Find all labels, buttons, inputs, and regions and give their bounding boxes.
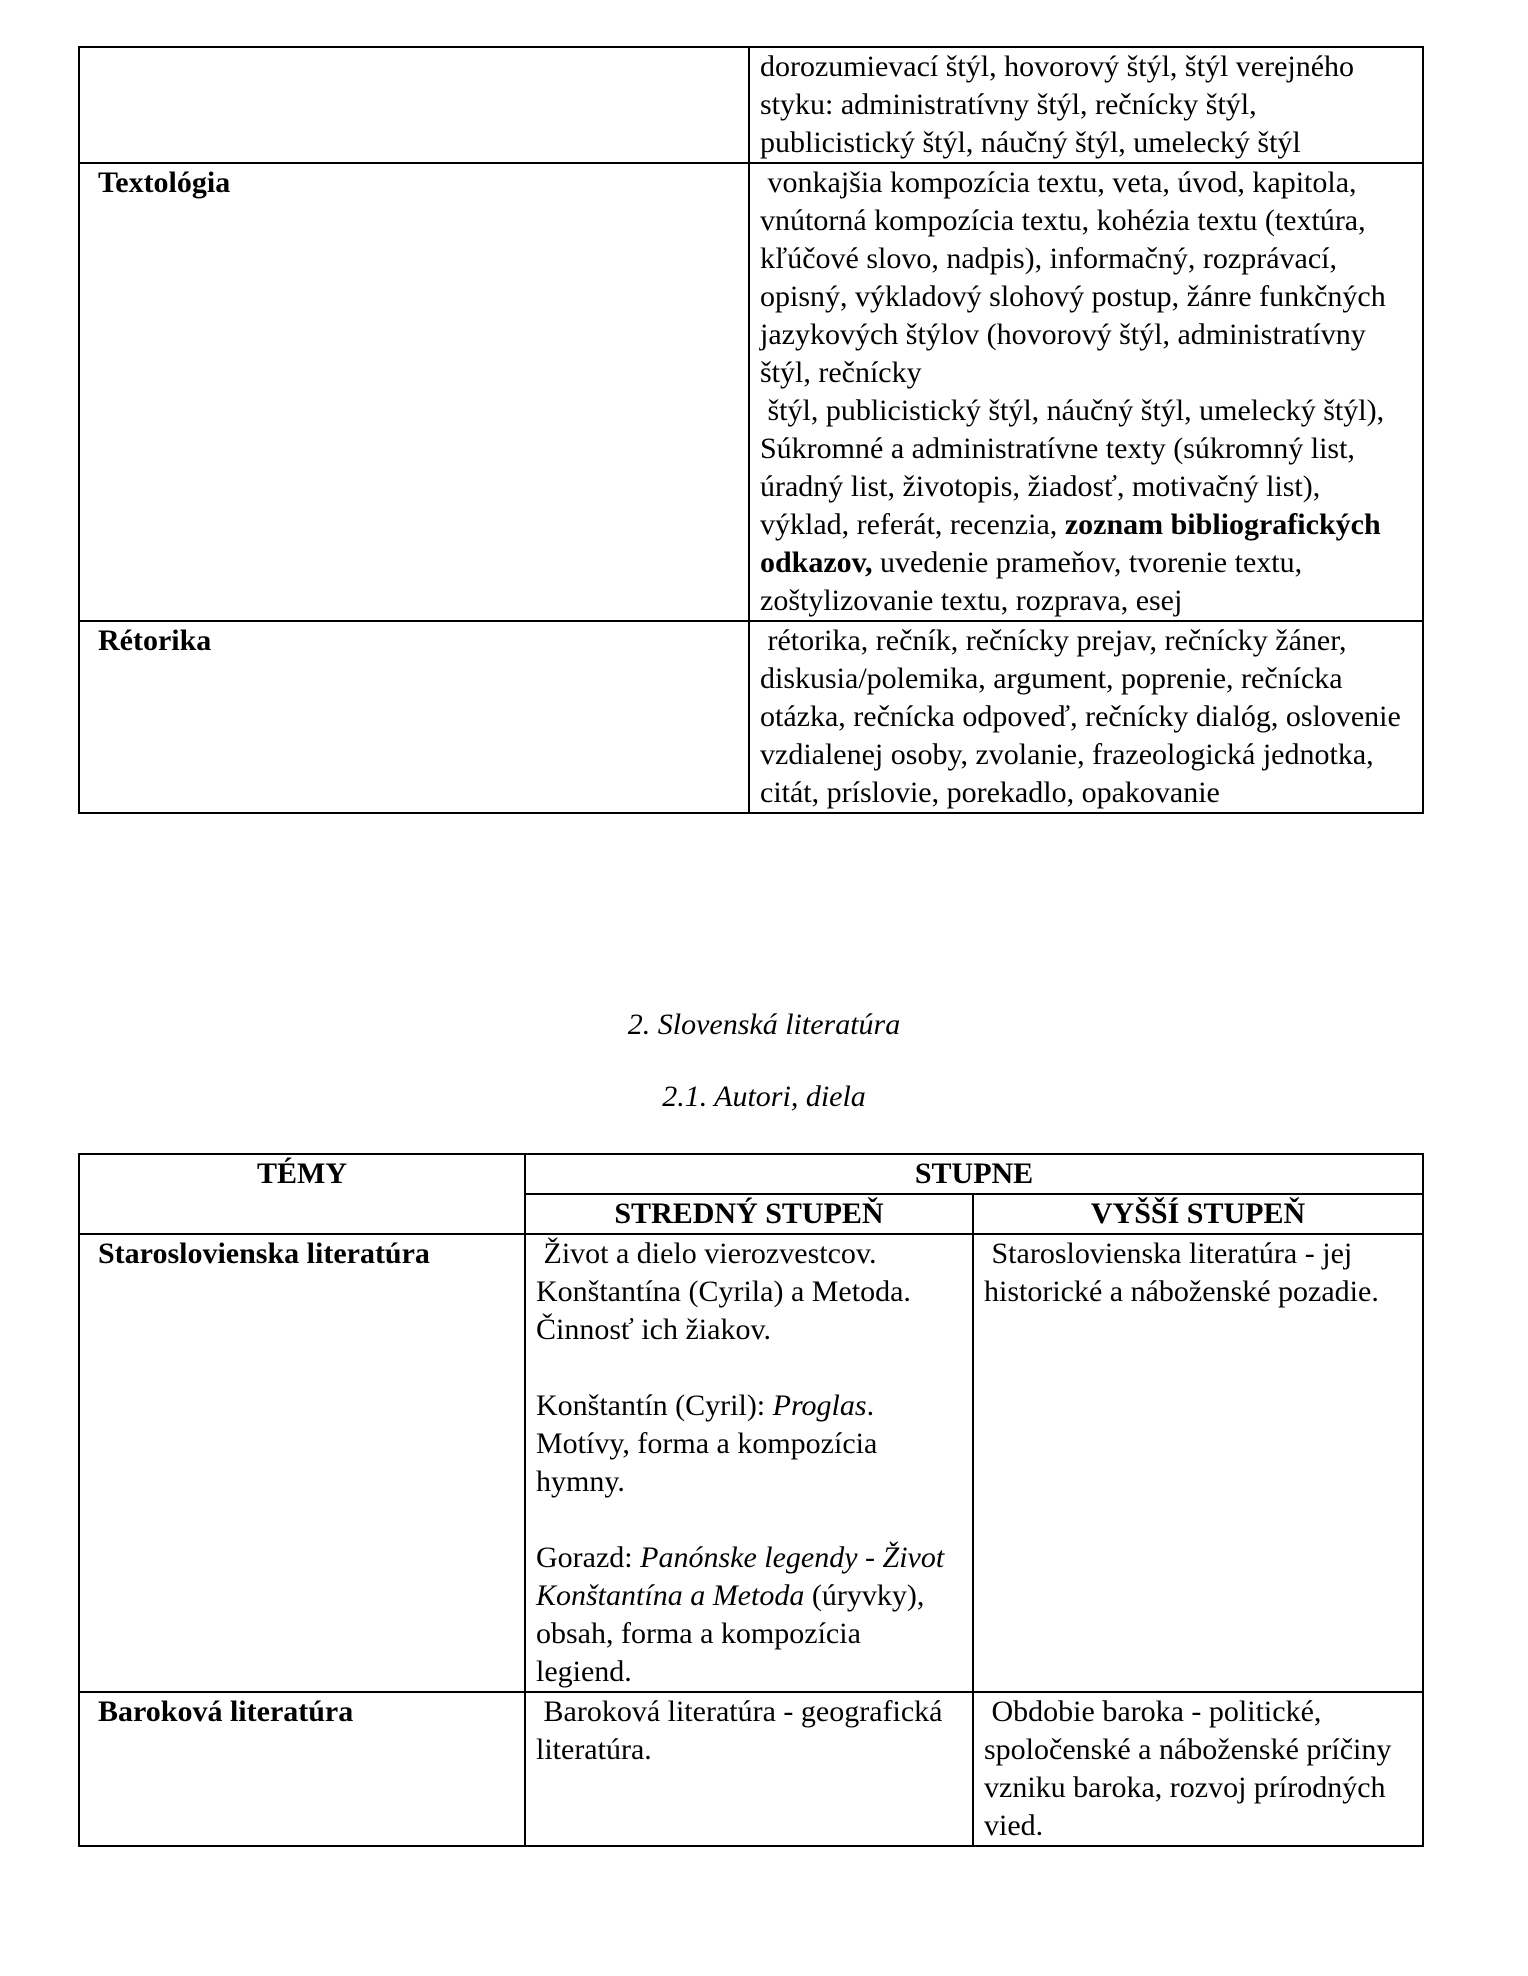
section-heading: 2. Slovenská literatúra bbox=[627, 1008, 901, 1041]
content-text: štýl, publicistický štýl, náučný štýl, umelecký štýl), Súkromné a administratívne texty (súkromný list, úradný list, životopis, žiadosť, motivačný list), výklad, referát, recenzia, bbox=[760, 394, 1392, 541]
topic-cell: Rétorika bbox=[79, 621, 749, 813]
content-bold-text: zoznam bibliografických odkazov, bbox=[760, 508, 1389, 579]
high-level-cell: Staroslovienska literatúra - jej historické a náboženské pozadie. bbox=[973, 1234, 1423, 1692]
text: (úryvky), obsah, forma a kompozícia legiend. bbox=[536, 1579, 925, 1688]
topic-cell: Staroslovienska literatúra bbox=[79, 1234, 525, 1692]
style-topics-table bbox=[78, 46, 1424, 814]
content-text: vonkajšia kompozícia textu, veta, úvod, kapitola, vnútorná kompozícia textu, kohézia textu (textúra, kľúčové slovo, nadpis), informačný, rozprávací, opisný, výkladový slohový postup, žánre funkčných jazykových štýlov (hovorový štýl, administratívny štýl, rečnícky bbox=[760, 166, 1394, 389]
header-mid-level: STREDNÝ STUPEŇ bbox=[525, 1194, 973, 1234]
table-row bbox=[79, 47, 1423, 163]
work-title: Panónske legendy - Život Konštantína a Metoda bbox=[536, 1541, 945, 1612]
table-row bbox=[79, 1234, 1423, 1692]
mid-level-cell: Baroková literatúra - geografická literatúra. bbox=[525, 1692, 973, 1846]
mid-level-cell bbox=[525, 1234, 973, 1692]
table-row bbox=[79, 1692, 1423, 1846]
subsection-heading: 2.1. Autori, diela bbox=[662, 1080, 866, 1113]
content-cell: dorozumievací štýl, hovorový štýl, štýl verejného styku: administratívny štýl, rečnícky štýl, publicistický štýl, náučný štýl, umelecký štýl bbox=[749, 47, 1423, 163]
topic-cell bbox=[79, 47, 749, 163]
text: Konštantín (Cyril): bbox=[536, 1389, 773, 1422]
paragraph: Život a dielo vierozvestcov. Konštantína (Cyrila) a Metoda. Činnosť ich žiakov. bbox=[536, 1237, 919, 1346]
paragraph bbox=[536, 1387, 962, 1501]
content-cell: rétorika, rečník, rečnícky prejav, rečnícky žáner, diskusia/polemika, argument, poprenie, rečnícka otázka, rečnícka odpoveď, rečnícky dialóg, oslovenie vzdialenej osoby, zvolanie, frazeologická jednotka, citát, príslovie, porekadlo, opakovanie bbox=[749, 621, 1423, 813]
table-header-row bbox=[79, 1154, 1423, 1194]
work-title: Proglas bbox=[772, 1389, 867, 1422]
header-levels: STUPNE bbox=[525, 1154, 1423, 1194]
topic-cell: Textológia bbox=[79, 163, 749, 621]
content-cell bbox=[749, 163, 1423, 621]
paragraph bbox=[536, 1539, 962, 1691]
text: . Motívy, forma a kompozícia hymny. bbox=[536, 1389, 878, 1498]
text: Gorazd: bbox=[536, 1541, 641, 1574]
content-text: uvedenie prameňov, tvorenie textu, zoštylizovanie textu, rozprava, esej bbox=[760, 546, 1310, 617]
table-row bbox=[79, 163, 1423, 621]
table-row bbox=[79, 621, 1423, 813]
topic-cell: Baroková literatúra bbox=[79, 1692, 525, 1846]
high-level-cell: Obdobie baroka - politické, spoločenské a náboženské príčiny vzniku baroka, rozvoj prírodných vied. bbox=[973, 1692, 1423, 1846]
header-high-level: VYŠŠÍ STUPEŇ bbox=[973, 1194, 1423, 1234]
header-topics: TÉMY bbox=[79, 1154, 525, 1234]
literature-table bbox=[78, 1153, 1424, 1847]
